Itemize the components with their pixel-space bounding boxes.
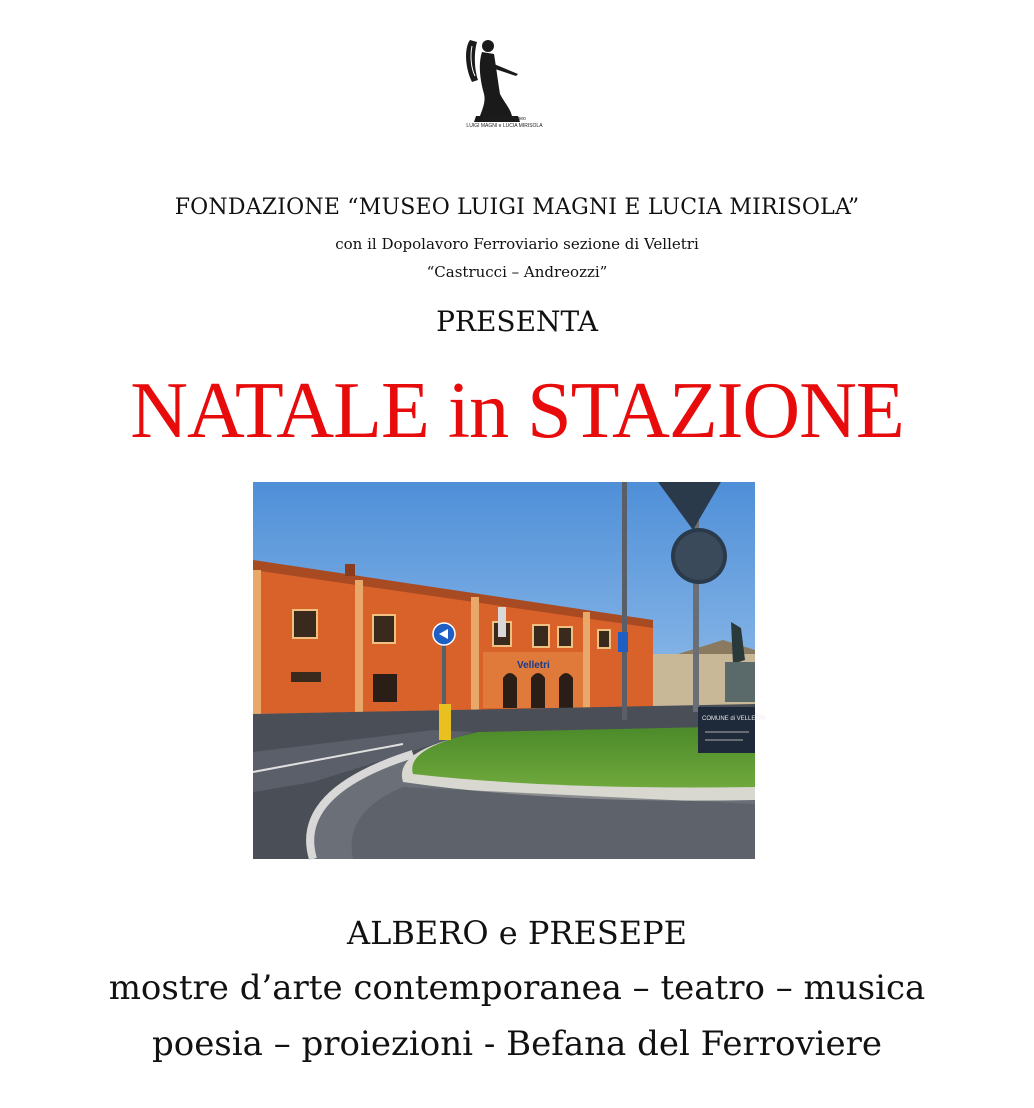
organization-name: FONDAZIONE “MUSEO LUIGI MAGNI E LUCIA MIRISOLA” (174, 195, 860, 220)
partner-name: “Castrucci – Andreozzi” (426, 263, 608, 281)
logo-caption-1: Fondazione Museo (483, 116, 526, 122)
foundation-logo (432, 24, 577, 149)
event-title: NATALE in STAZIONE (130, 367, 904, 455)
station-photo (253, 482, 766, 859)
partner-line: con il Dopolavoro Ferroviario sezione di Velletri (335, 235, 699, 253)
presents-label: PRESENTA (436, 305, 598, 338)
program-line-2: mostre d’arte contemporanea – teatro – musica (108, 968, 926, 1008)
program-line-3: poesia – proiezioni - Befana del Ferroviere (151, 1024, 883, 1064)
station-sign-text: Velletri (517, 660, 550, 671)
program-line-1: ALBERO e PRESEPE (347, 914, 687, 952)
plaque-text: COMUNE di VELLETRI (702, 716, 766, 722)
logo-caption-2: LUIGI MAGNI e LUCIA MIRISOLA (466, 123, 543, 129)
